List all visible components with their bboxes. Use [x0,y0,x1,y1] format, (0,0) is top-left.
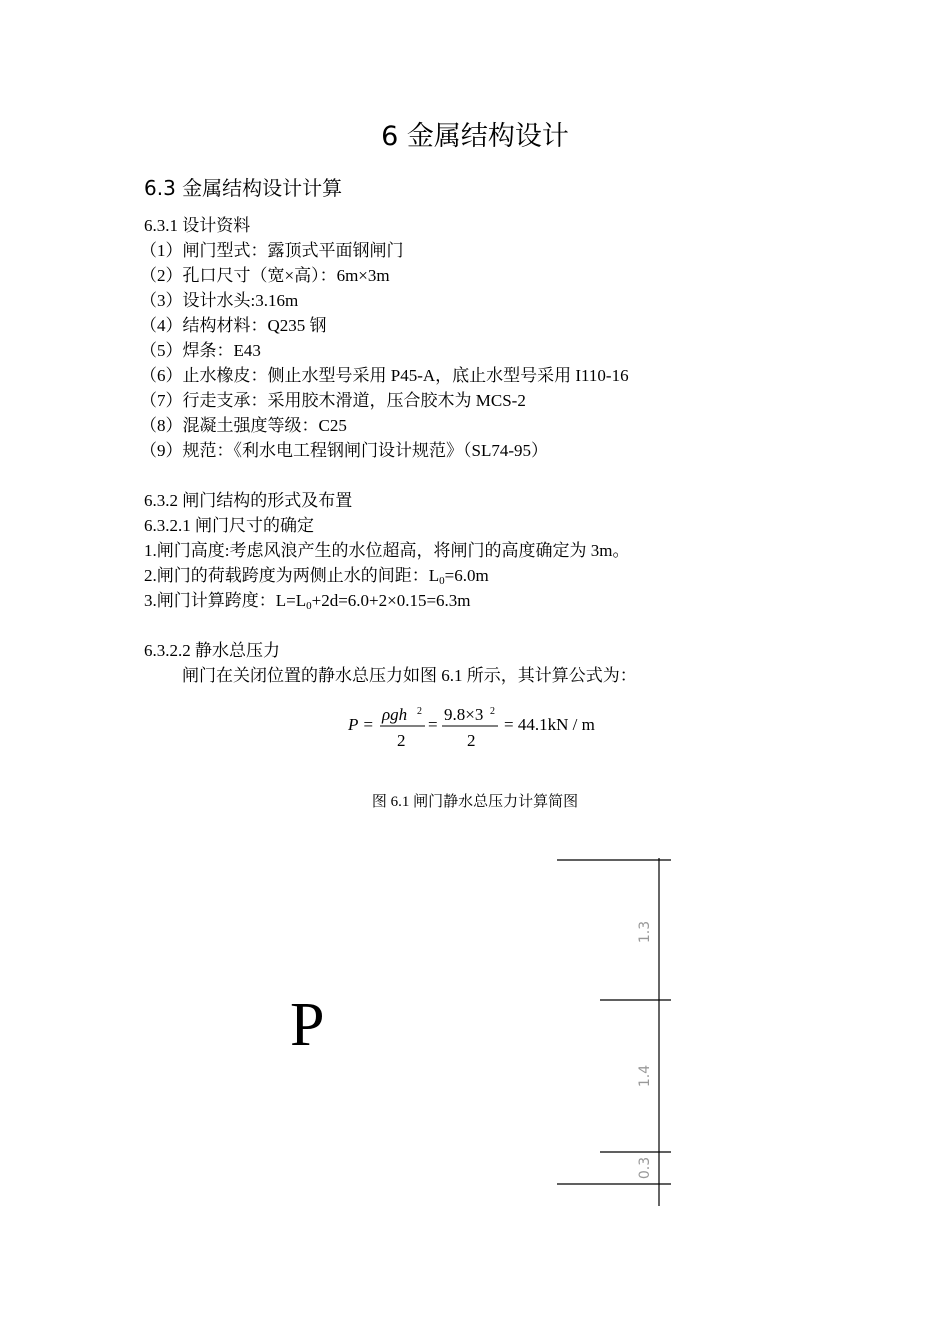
chapter-title: 6 金属结构设计 [381,121,569,152]
pressure-paragraph: 闸门在关闭位置的静水总压力如图 6.1 所示，其计算公式为： [182,666,637,685]
formula-frac2-den: 2 [467,731,476,750]
gate-height-line: 1.闸门高度:考虑风浪产生的水位超高，将闸门的高度确定为 3m。 [144,541,630,560]
list-item: （9）规范：《利水电工程钢闸门设计规范》（SL74-95） [140,441,548,460]
list-item: （1）闸门型式：露顶式平面钢闸门 [140,241,404,260]
list-item: （4）结构材料：Q235 钢 [140,316,327,335]
formula-eq: = [428,715,438,734]
formula-frac1-sup: 2 [417,706,422,717]
calc-span-line: 3.闸门计算跨度：$L=L_0+2d=6.0+2\times 0.15=6.3m$ [144,591,471,612]
load-label: P [290,991,325,1059]
load-span-line: 2.闸门的荷载跨度为两侧止水的间距：$L_0=6.0m$ [144,566,489,587]
pressure-diagram [0,830,950,1230]
list-item: （7）行走支承：采用胶木滑道，压合胶木为 MCS-2 [140,391,526,410]
subsection-heading-631: 6.3.1 设计资料 [144,216,251,235]
subsection-heading-6321: 6.3.2.1 闸门尺寸的确定 [144,516,314,535]
dimension-label-2: 1.4 [637,1064,653,1088]
list-item: （2）孔口尺寸（宽×高）：6m×3m [140,266,390,285]
list-item: （8）混凝土强度等级：C25 [140,416,347,435]
formula-frac1-num: ρgh [382,705,408,724]
section-title: 6.3 金属结构设计计算 [144,176,343,200]
list-item: （6）止水橡皮：侧止水型号采用 P45-A，底止水型号采用 I110-16 [140,366,629,385]
formula-result: = 44.1kN / m [504,715,595,734]
formula-lhs: P = [348,715,374,734]
formula-frac2-num: 9.8×3 [444,705,484,724]
formula-frac1-den: 2 [397,731,406,750]
pressure-formula [300,700,650,756]
dimension-label-1: 1.3 [637,920,653,944]
list-item: （3）设计水头:3.16m [140,291,299,310]
figure-caption: 图 6.1 闸门静水总压力计算简图 [371,794,579,810]
dimension-label-3: 0.3 [637,1156,653,1180]
formula-frac2-sup: 2 [490,706,495,717]
list-item: （5）焊条：E43 [140,341,261,360]
subsection-heading-6322: 6.3.2.2 静水总压力 [144,641,280,660]
subsection-heading-632: 6.3.2 闸门结构的形式及布置 [144,491,353,510]
